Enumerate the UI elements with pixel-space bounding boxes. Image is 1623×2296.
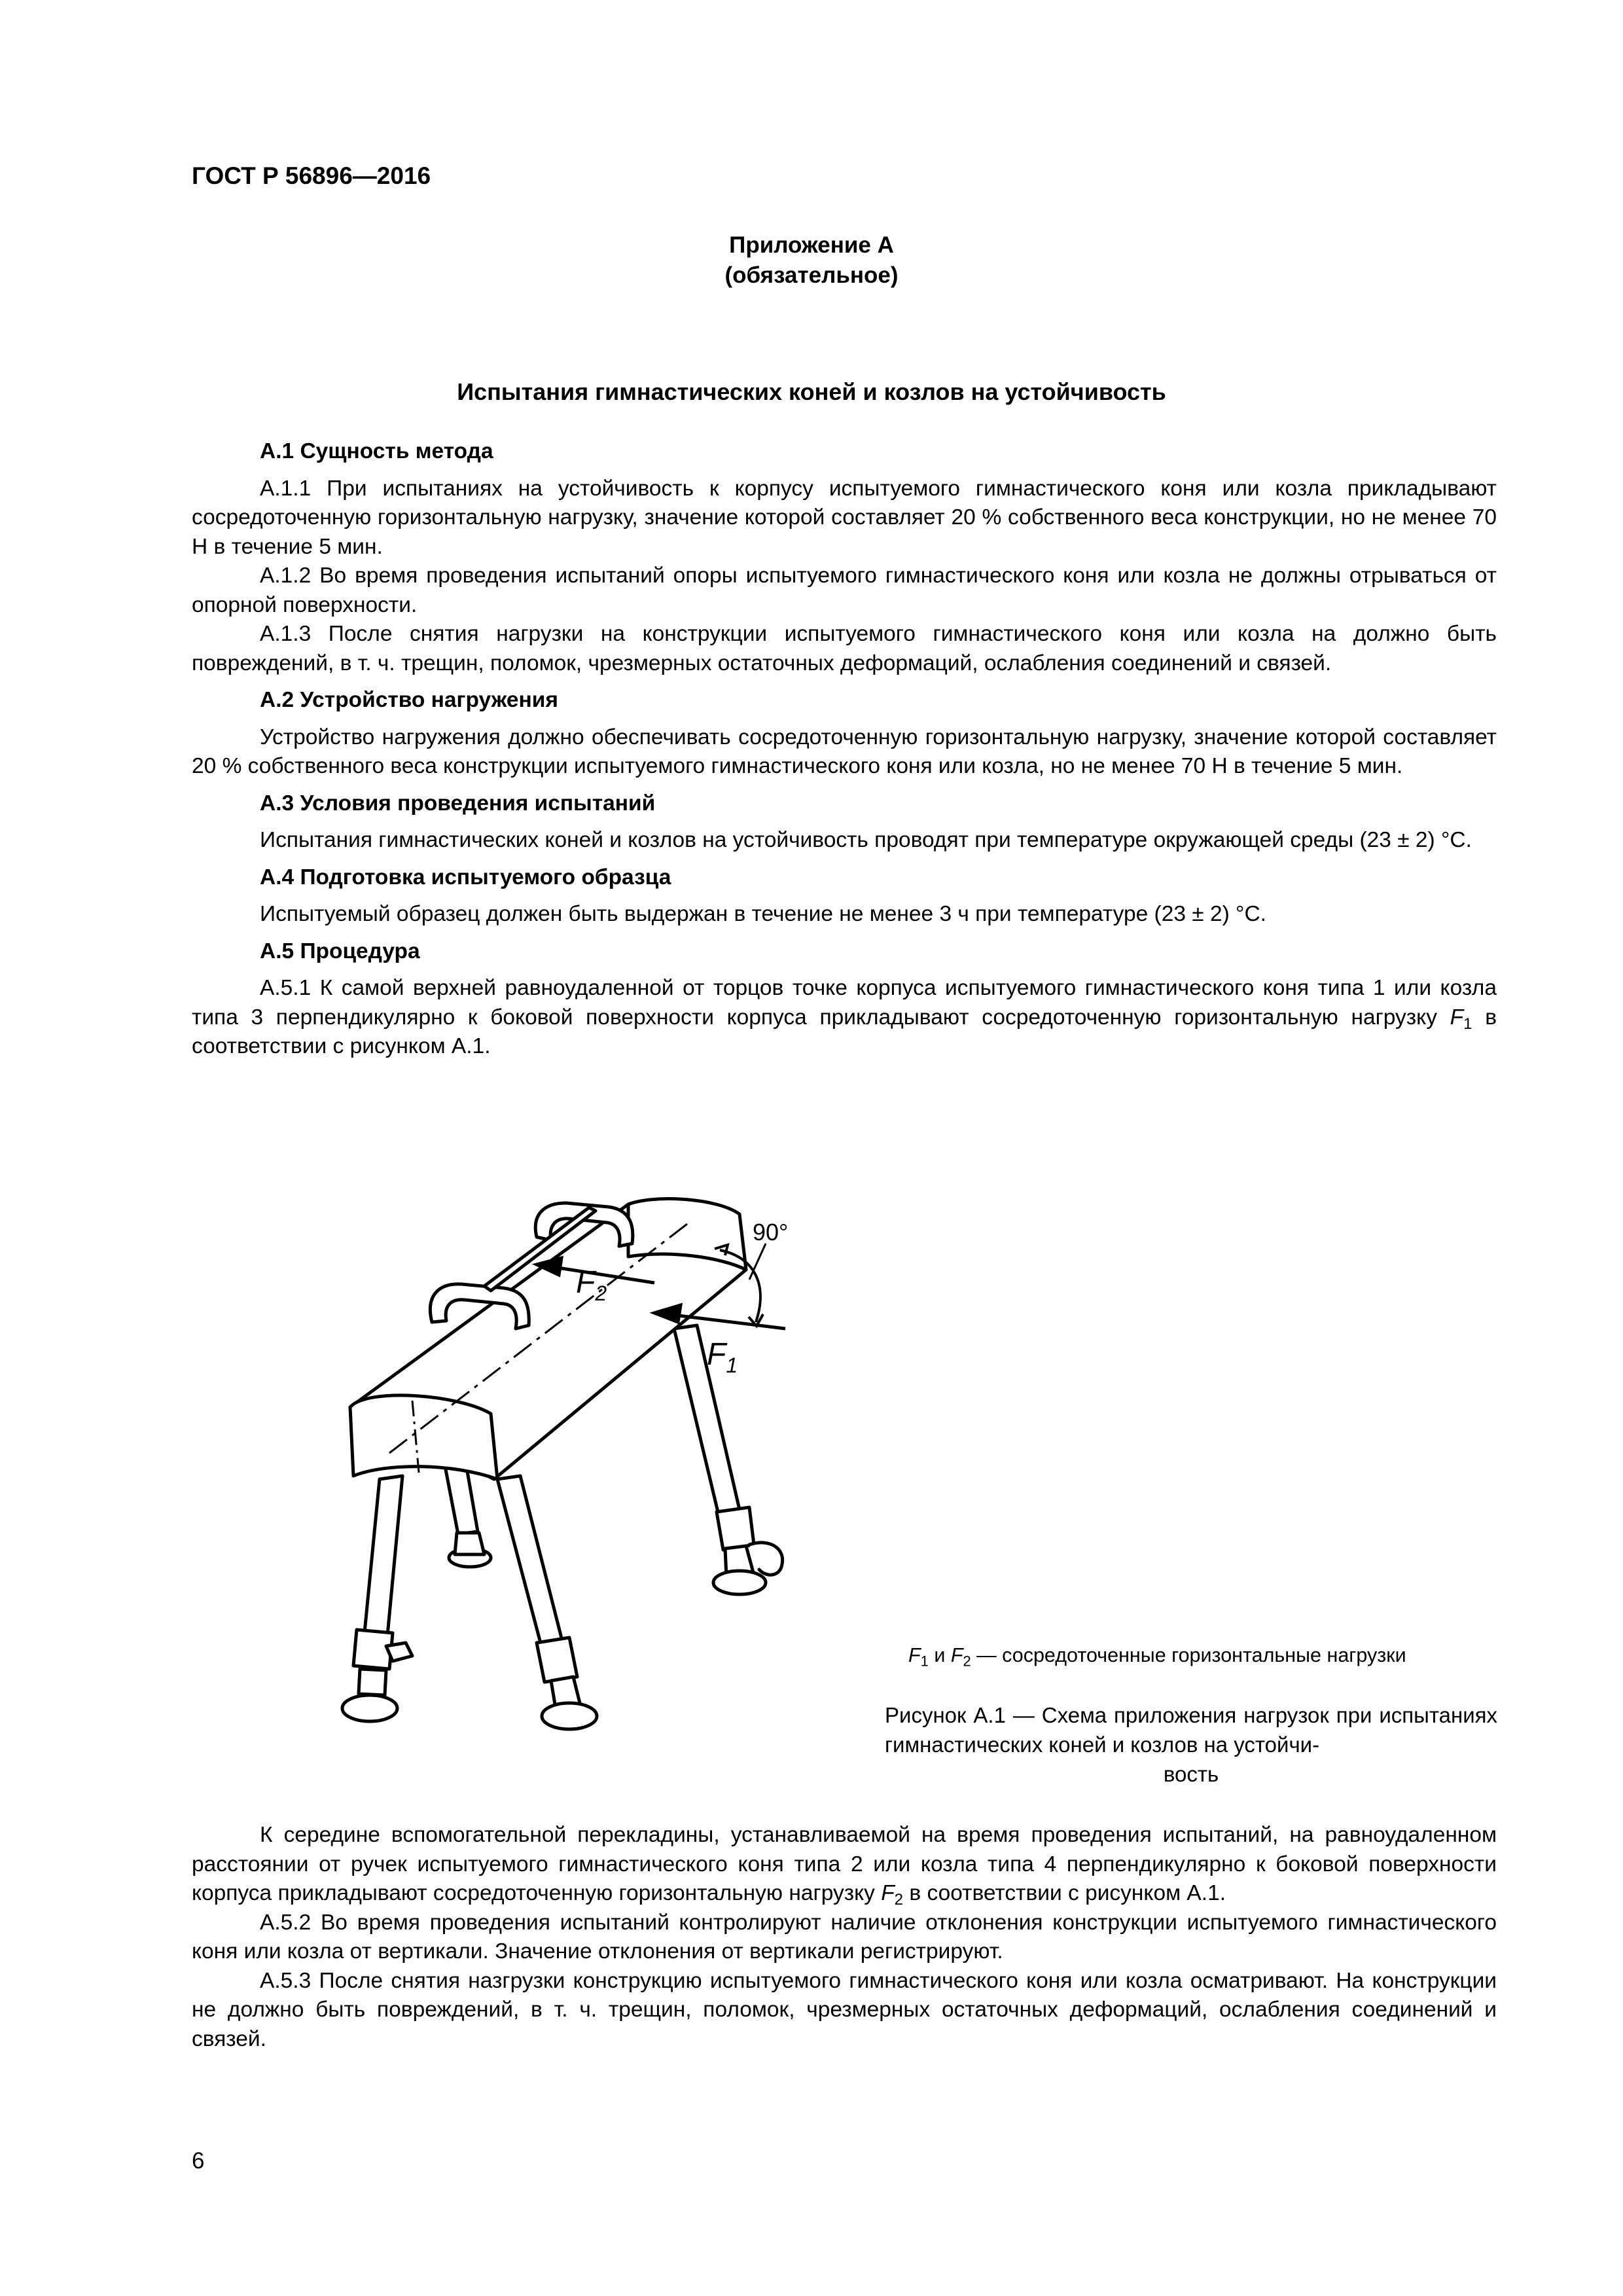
front-left-leg	[342, 1476, 412, 1721]
paragraph-a5-1-cont-text: К середине вспомогательной перекладины, устанавливаемой на время проведения испытаний, на равноудаленном расстоянии от ручек испытуемого гимнастического коня типа 2 или козла типа 4 перпендикулярно к боковой поверхности корпуса прикладывают сосредоточенную горизонтальную нагрузку	[192, 1823, 1497, 1905]
paragraph-a5-2: А.5.2 Во время проведения испытаний контролируют наличие отклонения конструкции испытуемого гимнастического коня или козла от вертикали. Значение отклонения от вертикали регистрируют.	[192, 1910, 1497, 1964]
paragraph-a5-1-text: А.5.1 К самой верхней равноудаленной от торцов точке корпуса испытуемого гимнастического коня типа 1 или козла типа 3 перпендикулярно к боковой поверхности корпуса прикладывают сосредоточенную горизонтальную нагрузку	[192, 976, 1497, 1030]
force-f2-subscript: 2	[595, 1282, 607, 1305]
legend-f1-symbol: F	[908, 1644, 921, 1666]
paragraph-a5-1-cont-tail: в соответствии с рисунком А.1.	[903, 1881, 1226, 1905]
force-f2-symbol: F	[576, 1265, 596, 1300]
paragraph-a4: Испытуемый образец должен быть выдержан в течение не менее 3 ч при температуре (23 ± 2) °С.	[260, 902, 1266, 926]
legend-f1-subscript: 1	[920, 1653, 929, 1670]
force-symbol-2: F	[881, 1881, 895, 1905]
figure-caption	[885, 1700, 1497, 1789]
text-block-bottom	[192, 1821, 1497, 2054]
annex-heading	[0, 230, 1623, 291]
section-heading-a3: А.3 Условия проведения испытаний	[260, 791, 656, 816]
force-subscript: 1	[1463, 1014, 1472, 1033]
section-heading-a4: А.4 Подготовка испытуемого образца	[260, 865, 671, 889]
force-f1-subscript: 1	[726, 1354, 738, 1377]
paragraph-a2: Устройство нагружения должно обеспечивать сосредоточенную горизонтальную нагрузку, значение которой составляет 20 % собственного веса конструкции испытуемого гимнастического коня или козла, но не менее 70 Н в течение 5 мин.	[192, 725, 1497, 778]
paragraph-a1-1: А.1.1 При испытаниях на устойчивость к корпусу испытуемого гимнастического коня или козла прикладывают сосредоточенную горизонтальную нагрузку, значение которой составляет 20 % собственного веса конструкции, но не менее 70 Н в течение 5 мин.	[192, 476, 1497, 559]
section-heading-a2: А.2 Устройство нагружения	[260, 688, 558, 712]
force-f1-symbol: F	[707, 1337, 726, 1372]
section-heading-a1: А.1 Сущность метода	[260, 439, 493, 463]
annex-status: (обязательное)	[724, 262, 899, 288]
document-header: ГОСТ Р 56896—2016	[192, 162, 431, 189]
legend-f2-subscript: 2	[963, 1653, 971, 1670]
section-heading-a5: А.5 Процедура	[260, 939, 420, 963]
legend-and: и	[928, 1644, 951, 1666]
figure-caption-end: вость	[1163, 1762, 1219, 1786]
front-right-leg	[497, 1476, 597, 1729]
annex-title: Испытания гимнастических коней и козлов на устойчивость	[457, 378, 1166, 405]
figure-pommel-horse	[288, 1145, 929, 1800]
force-symbol: F	[1450, 1005, 1464, 1030]
paragraph-a1-2: А.1.2 Во время проведения испытаний опоры испытуемого гимнастического коня или козла не должны отрываться от опорной поверхности.	[192, 564, 1497, 617]
angle-leader	[749, 1244, 766, 1280]
paragraph-a5-3: А.5.3 После снятия назгрузки конструкцию испытуемого гимнастического коня или козла осматривают. На конструкции не должно быть повреждений, в т. ч. трещин, поломок, чрезмерных остаточных деформаций, ослабления соединений и связей.	[192, 1968, 1497, 2051]
text-block-top	[192, 437, 1497, 1062]
legend-f2-symbol: F	[950, 1644, 963, 1666]
paragraph-a3: Испытания гимнастических коней и козлов на устойчивость проводят при температуре окружающей среды (23 ± 2) °С.	[260, 828, 1472, 852]
angle-label: 90°	[753, 1219, 789, 1246]
force-f1-label	[707, 1337, 738, 1377]
paragraph-a5-1-tail: в соответствии с рисунком А.1.	[192, 1005, 1497, 1058]
legend-text: — сосредоточенные горизонтальные нагрузки	[971, 1644, 1406, 1666]
annex-label: Приложение А	[729, 232, 894, 258]
paragraph-a1-3: А.1.3 После снятия нагрузки на конструкции испытуемого гимнастического коня или козла на должно быть повреждений, в т. ч. трещин, поломок, чрезмерных остаточных деформаций, ослабления соединений и связей.	[192, 622, 1497, 675]
paragraph-a5-1	[192, 974, 1497, 1062]
figure-caption-main: Рисунок А.1 — Схема приложения нагрузок при испытаниях гимнастических коней и козлов на устойчи-	[885, 1703, 1497, 1757]
paragraph-a5-1-cont	[192, 1821, 1497, 1909]
page-number: 6	[192, 2148, 205, 2174]
force-subscript-2: 2	[894, 1891, 904, 1909]
figure-legend	[908, 1644, 1406, 1670]
